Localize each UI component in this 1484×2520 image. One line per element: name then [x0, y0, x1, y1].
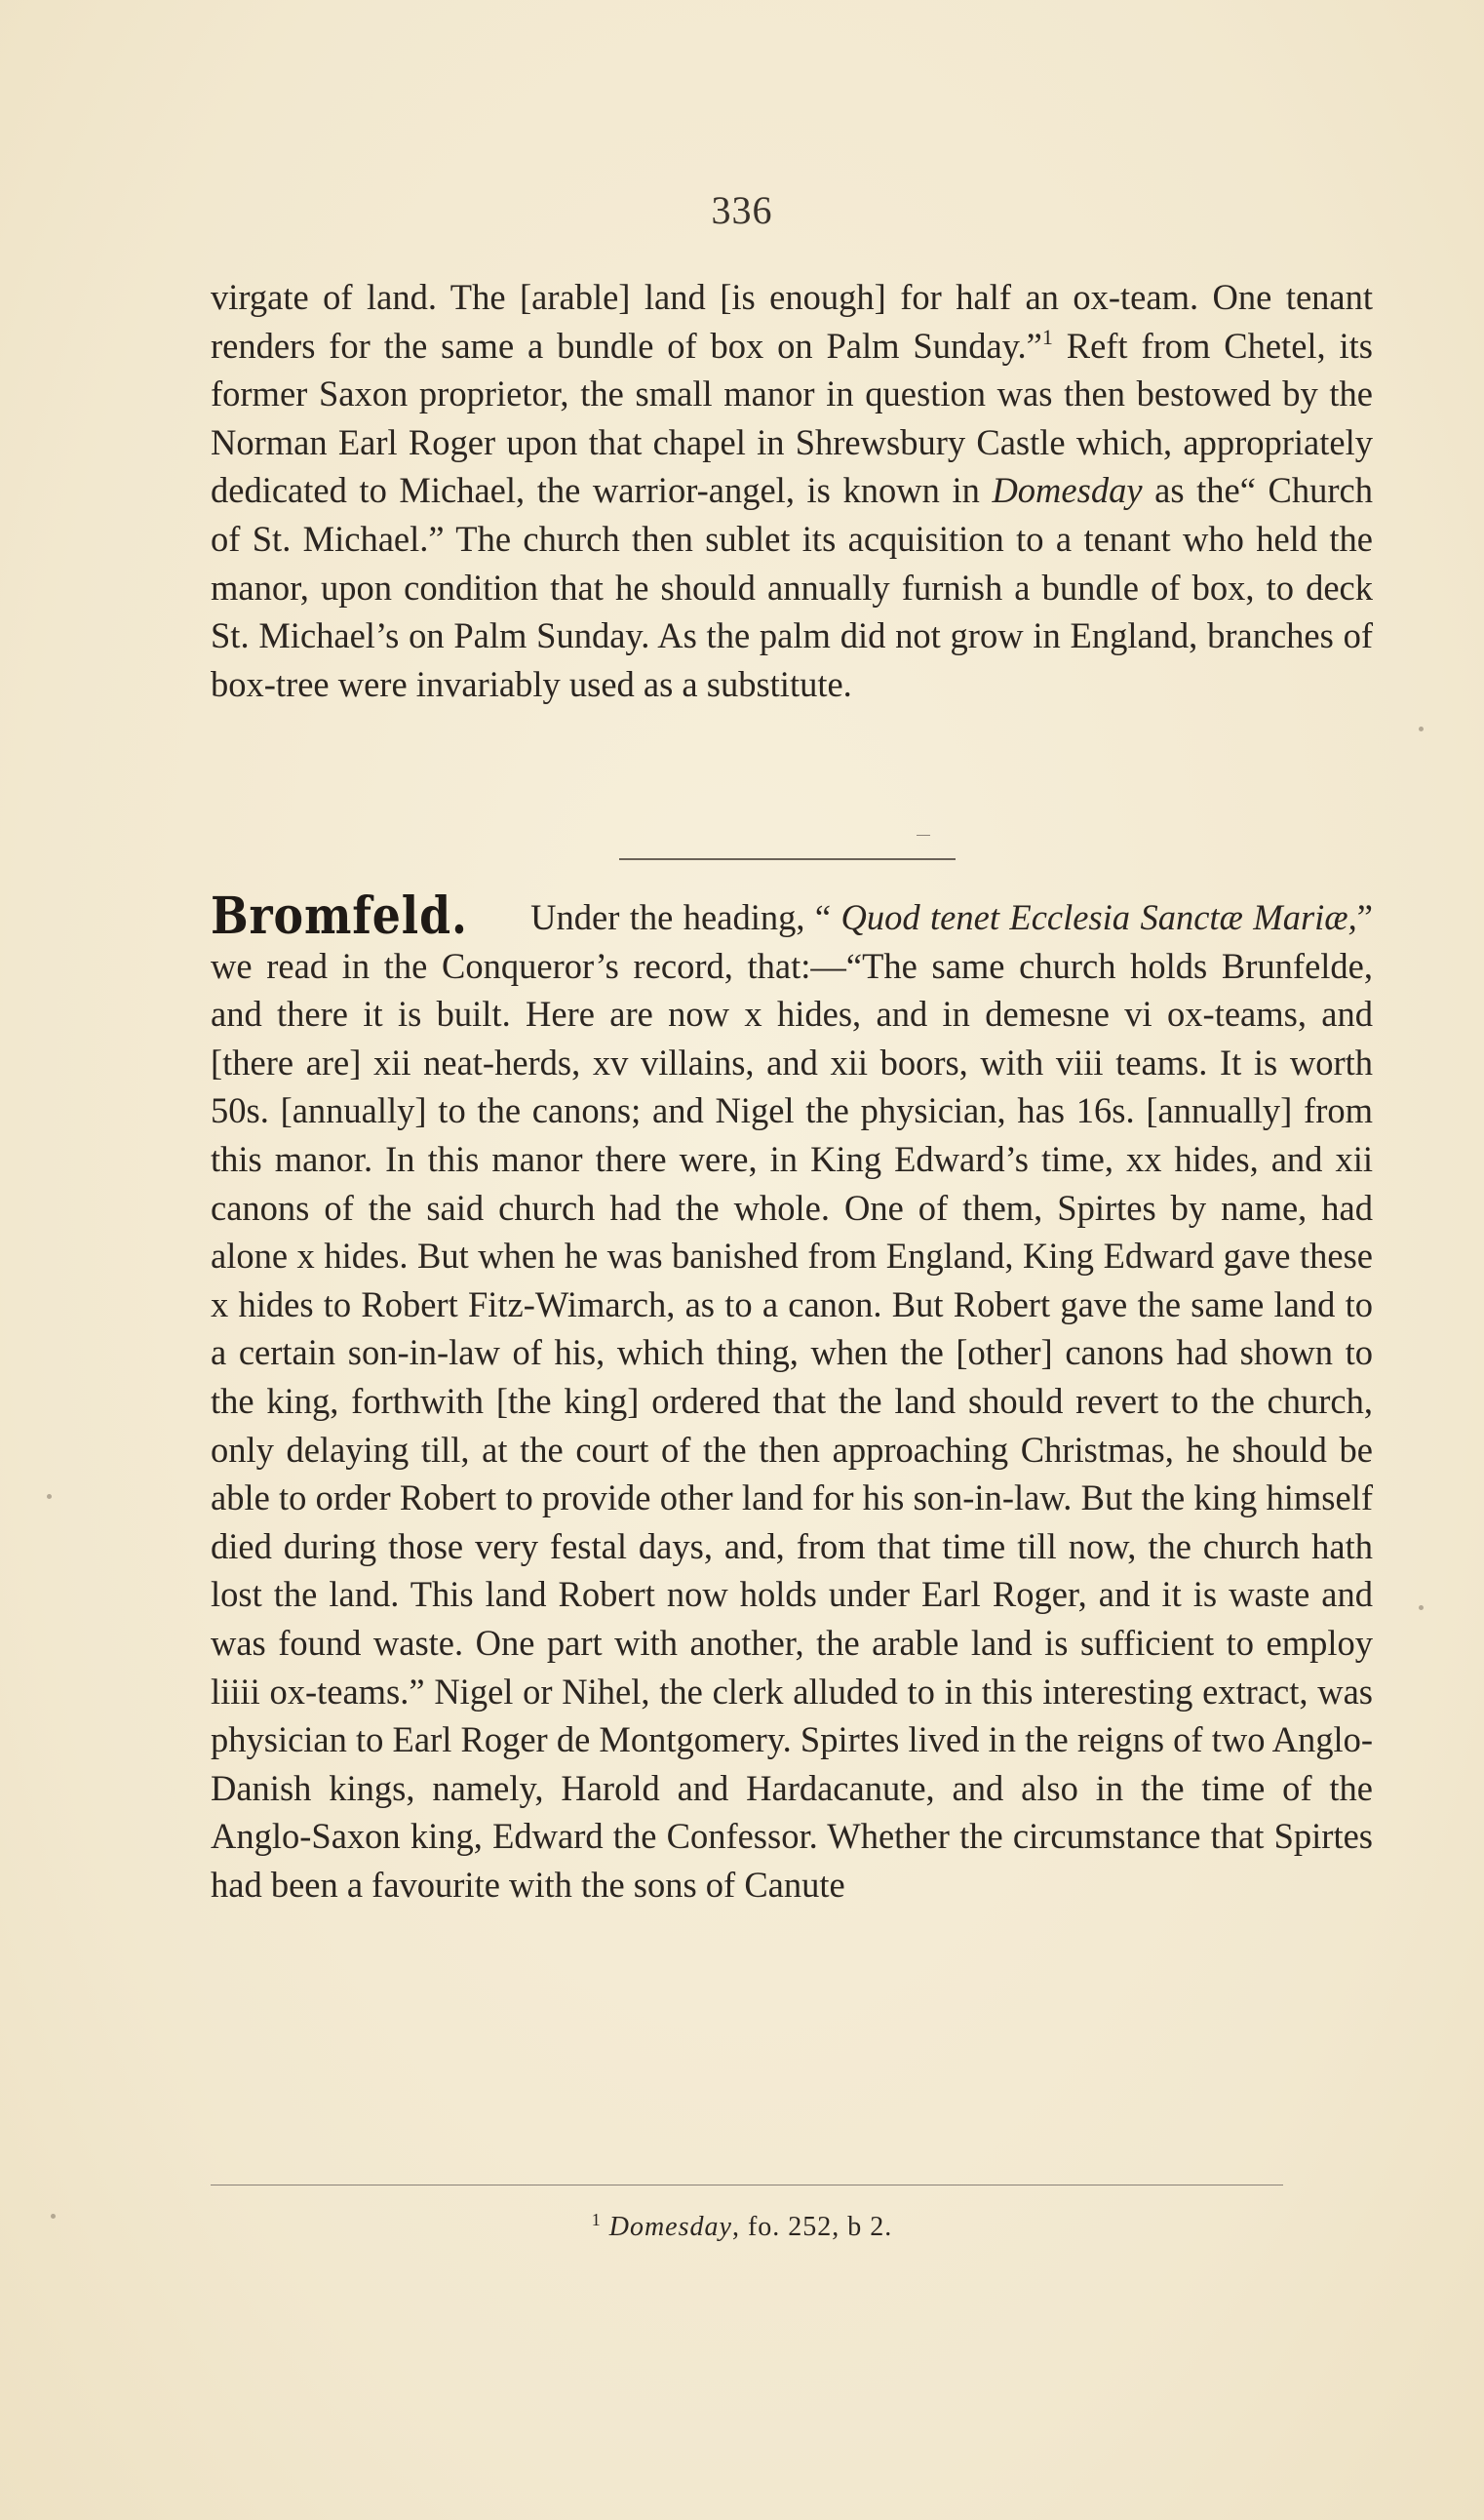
footnote-reference[interactable]: 1 — [1041, 324, 1053, 349]
italic-latin-quote: Quod tenet Ecclesia Sanctæ Mariæ, — [840, 897, 1357, 937]
paragraph-text: as the“ Church of St. Michael.” The church then sublet its acquisition to a tenant who held the manor, upon condition that he should annually furnish a bundle of box, to deck St. Michael’s on Palm Sunday. As the palm did not grow in England, branches of box-tree were invariably used as a substitute. — [211, 470, 1373, 704]
paper-speck — [47, 1494, 52, 1499]
paper-speck — [51, 2214, 56, 2219]
page-number: 336 — [711, 188, 773, 232]
paragraph-bromfeld — [211, 886, 1373, 1909]
footnote-reference-text: , fo. 252, b 2. — [731, 2212, 893, 2242]
paper-speck — [1419, 1605, 1424, 1610]
footnote-source: Domesday — [608, 2212, 732, 2242]
footnote — [0, 2212, 1484, 2243]
footnote-mark: 1 — [591, 2210, 602, 2229]
divider-ornament — [917, 835, 930, 836]
paragraph-text: ” we read in the Conqueror’s record, that:—“The same church holds Brunfelde, and there it is built. Here are now x hides, and in demesne vi ox-teams, and [there are] xii neat-herds, xv villains, and xii boors, with viii teams. It is worth 50s. [annually] to the canons; and Nigel the physician, has 16s. [annually] from this manor. In this manor there were, in King Edward’s time, xx hides, and xii canons of the said church had the whole. One of them, Spirtes by name, had alone x hides. But when he was banished from England, King Edward gave these x hides to Robert Fitz-Wimarch, as to a canon. But Robert gave the same land to a certain son-in-law of his, which thing, when the [other] canons had shown to the king, forthwith [the king] ordered that the land should revert to the church, only delaying till, at the court of the then approaching Christmas, he should be able to order Robert to provide other land for his son-in-law. But the king himself died during those very festal days, and, from that time till now, the church hath lost the land. This land Robert now holds under Earl Roger, and it is waste and was found waste. One part with another, the arable land is sufficient to employ liiii ox-teams.” Nigel or Nihel, the clerk alluded to in this interesting extract, was physician to Earl Roger de Montgomery. Spirtes lived in the reigns of two Anglo-Danish kings, namely, Harold and Hardacanute, and also in the time of the Anglo-Saxon king, Edward the Confessor. Whether the circumstance that Spirtes had been a favourite with the sons of Canute — [211, 897, 1373, 1905]
paragraph-text: Reft from Chetel, its former Saxon proprietor, the small manor in question was then bestowed by the Norman Earl Roger upon that chapel in Shrewsbury Castle which, appropriately dedicated to Michael, the warrior-angel, is known in — [211, 325, 1374, 511]
paper-speck — [1419, 727, 1424, 731]
section-heading: Bromfeld. — [211, 886, 468, 946]
italic-title: Domesday — [992, 470, 1143, 511]
paragraph-text: virgate of land. The [arable] land [is enough] for half an ox-team. One tenant renders for the same a bundle of box on Palm Sunday.” — [211, 277, 1373, 366]
paragraph-text: Under the heading, “ — [520, 897, 841, 937]
section-divider — [619, 858, 956, 860]
paragraph-domesday-box — [211, 273, 1373, 708]
